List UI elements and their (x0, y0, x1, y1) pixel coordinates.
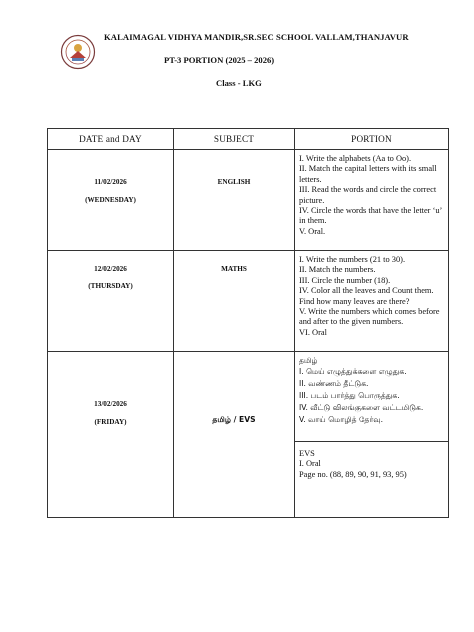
portion-line: V. Oral. (299, 226, 326, 236)
date-cell (48, 251, 174, 352)
school-emblem-icon (60, 34, 96, 70)
evs-portion-cell (295, 442, 449, 518)
portion-line: III. படம் பார்த்து பொருத்துக. (299, 391, 400, 400)
portion-line: Page no. (88, 89, 90, 91, 93, 95) (299, 469, 407, 479)
portion-line: V. Write the numbers which comes before and after to the given numbers. (299, 307, 440, 327)
table-header-row (48, 129, 449, 150)
day-text: (THURSDAY) (88, 282, 133, 290)
portion-line: III. Read the words and circle the correct picture. (299, 185, 437, 205)
subject-text: தமிழ் / EVS (212, 415, 256, 424)
date-text: 13/02/2026 (94, 400, 127, 408)
column-header-portion: PORTION (295, 129, 449, 150)
day-text: (WEDNESDAY) (85, 196, 136, 204)
portion-line: I. Write the numbers (21 to 30). (299, 255, 406, 264)
portion-line: IV. Circle the words that have the letter ‘u’ in them. (299, 206, 442, 226)
tamil-heading: தமிழ் (299, 356, 318, 365)
date-text: 11/02/2026 (94, 178, 127, 186)
school-name: KALAIMAGAL VIDHYA MANDIR,SR.SEC SCHOOL VALLAM,THANJAVUR (104, 32, 409, 42)
portion-line: I. மெய் எழுத்துக்களை எழுதுக. (299, 367, 407, 377)
column-header-subject: SUBJECT (174, 129, 295, 150)
portion-line: IV. வீட்டு விலங்குகளை வட்டமிடுக. (299, 402, 424, 412)
table-row (48, 352, 449, 442)
date-cell (48, 352, 174, 518)
portion-line: II. Match the capital letters with its small letters. (299, 164, 437, 184)
portion-cell (295, 251, 449, 352)
date-text: 12/02/2026 (94, 265, 127, 273)
table-row (48, 251, 449, 352)
subject-text: ENGLISH (217, 178, 251, 186)
tamil-portion-cell (295, 352, 449, 442)
exam-title: PT-3 PORTION (2025 – 2026) (164, 55, 275, 65)
portion-table (47, 128, 449, 518)
portion-line: III. Circle the number (18). (299, 275, 391, 285)
portion-line: II. Match the numbers. (299, 265, 376, 275)
portion-line: V. வாய் மொழித் தேர்வு. (299, 414, 384, 424)
table-row (48, 150, 449, 251)
evs-heading: EVS (299, 449, 315, 458)
subject-cell (174, 251, 295, 352)
portion-line: IV. Color all the leaves and Count them. Find how many leaves are there? (299, 286, 434, 306)
class-label: Class - LKG (216, 78, 262, 88)
portion-line: VI. Oral (299, 327, 327, 337)
day-text: (FRIDAY) (94, 418, 127, 426)
column-header-date: DATE and DAY (48, 129, 174, 150)
date-cell (48, 150, 174, 251)
portion-line: I. Oral (299, 459, 321, 469)
subject-cell (174, 352, 295, 518)
subject-cell (174, 150, 295, 251)
portion-cell (295, 150, 449, 251)
portion-line: II. வண்ணம் தீட்டுக. (299, 379, 369, 389)
subject-text: MATHS (221, 265, 247, 273)
portion-line: I. Write the alphabets (Aa to Oo). (299, 154, 412, 163)
